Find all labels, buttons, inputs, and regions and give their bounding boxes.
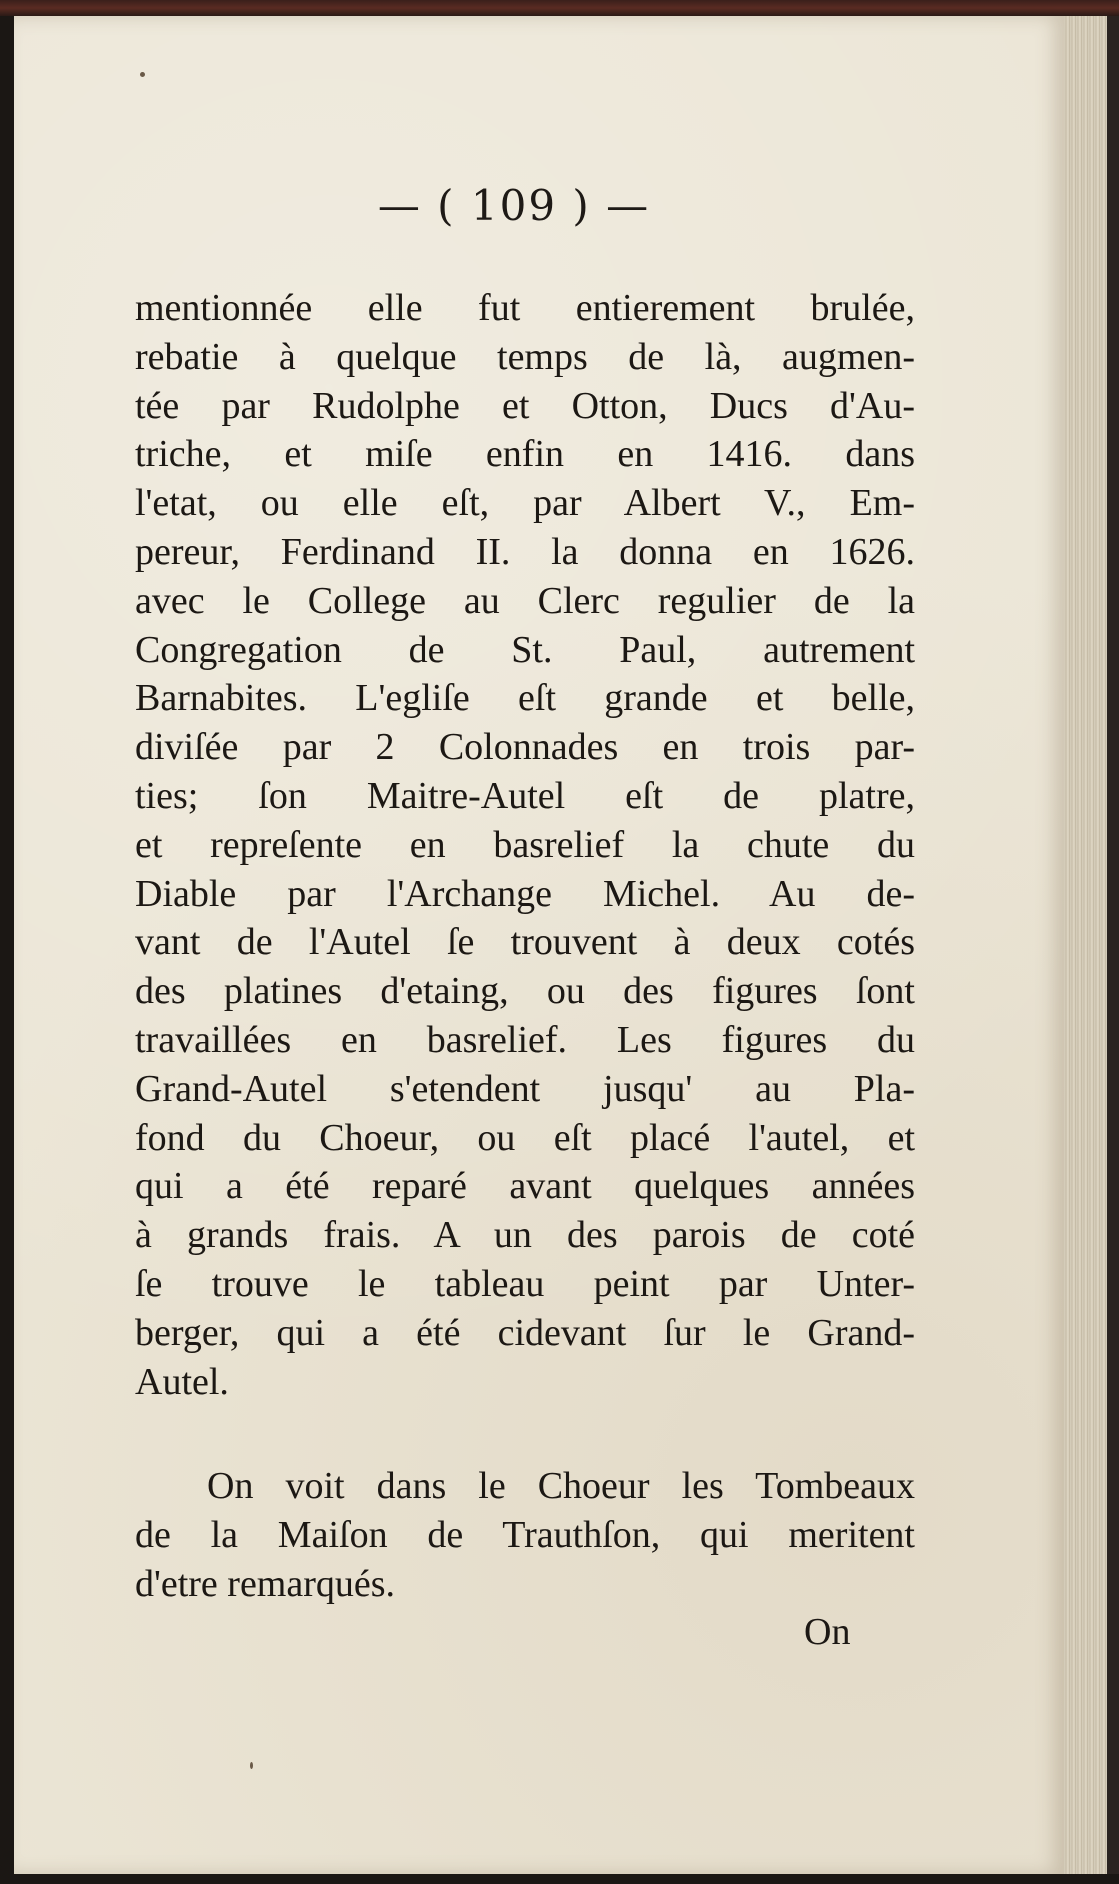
text-line: à grands frais. A un des parois de coté <box>135 1214 915 1257</box>
text-line: berger, qui a été cidevant ſur le Grand- <box>135 1311 915 1354</box>
text-line: de la Maiſon de Trauthſon, qui meritent <box>135 1514 915 1557</box>
text-line: Grand-Autel s'etendent jusqu' au Pla- <box>135 1067 915 1110</box>
text-line: d'etre remarqués. <box>135 1562 396 1605</box>
text-line: des platines d'etaing, ou des figures ſont <box>135 970 915 1013</box>
text-line: Diable par l'Archange Michel. Au de- <box>135 872 915 915</box>
text-line: Congregation de St. Paul, autrement <box>135 628 915 671</box>
text-line: diviſée par 2 Colonnades en trois par- <box>135 726 915 769</box>
text-line: On voit dans le Choeur les Tombeaux <box>207 1465 915 1508</box>
text-line: travaillées en basrelief. Les figures du <box>135 1018 915 1061</box>
paper-speck <box>140 72 145 77</box>
paragraph-gap <box>135 1406 915 1462</box>
text-line: pereur, Ferdinand II. la donna en 1626. <box>135 530 915 573</box>
text-line: l'etat, ou elle eſt, par Albert V., Em- <box>135 482 915 525</box>
text-line: rebatie à quelque temps de là, augmen- <box>135 335 915 378</box>
page-sheet <box>14 16 1064 1874</box>
text-line: mentionnée elle fut entierement brulée, <box>135 287 915 329</box>
page-number-header: — ( 109 ) — <box>377 181 651 230</box>
text-line: avec le College au Clerc regulier de la <box>135 579 915 622</box>
paragraph-1 <box>135 284 915 1406</box>
page-block-edges <box>1064 16 1119 1874</box>
text-line: Barnabites. L'egliſe eſt grande et belle, <box>135 677 915 720</box>
main-text <box>135 284 915 1609</box>
text-line: triche, et miſe enfin en 1416. dans <box>135 433 915 476</box>
text-line: tée par Rudolphe et Otton, Ducs d'Au- <box>135 384 915 427</box>
text-line: ties; ſon Maitre-Autel eſt de platre, <box>135 774 915 817</box>
paragraph-2 <box>135 1462 915 1608</box>
text-line: Autel. <box>135 1360 229 1403</box>
book-top-edge <box>0 0 1119 16</box>
text-line: vant de l'Autel ſe trouvent à deux cotés <box>135 921 915 964</box>
paper-speck <box>250 1762 253 1769</box>
text-line: ſe trouve le tableau peint par Unter- <box>135 1262 915 1305</box>
catchword: On <box>804 1611 851 1653</box>
text-line: fond du Choeur, ou eſt placé l'autel, et <box>135 1116 915 1159</box>
text-line: et repreſente en basrelief la chute du <box>135 823 915 866</box>
text-line: qui a été reparé avant quelques années <box>135 1165 915 1208</box>
